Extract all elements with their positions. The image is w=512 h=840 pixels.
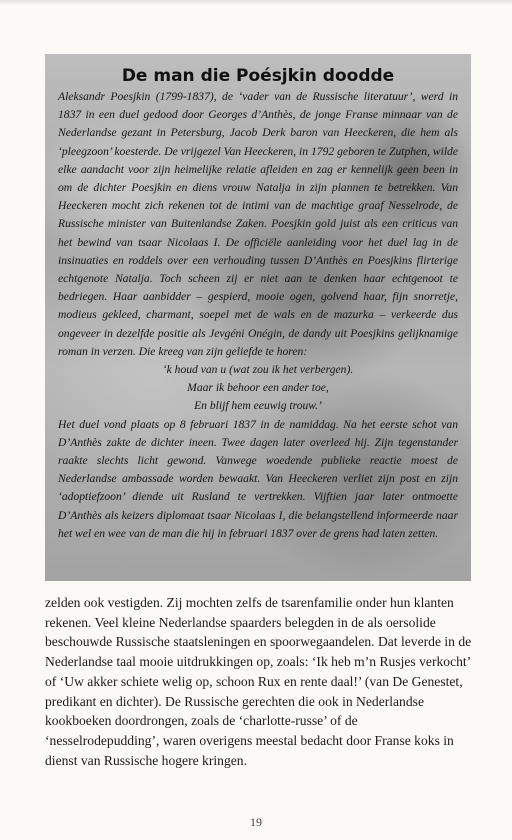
poem-line: ‘k houd van u (wat zou ik het verbergen). <box>162 363 354 377</box>
sidebar-title: De man die Poésjkin doodde <box>121 66 395 86</box>
poem-quote <box>58 361 458 416</box>
sidebar-text <box>58 88 458 361</box>
body-paragraph: zelden ook vestigden. Zij mochten zelfs de tsarenfamilie onder hun klanten rekenen. Veel kleine Nederlandse spaarders belegden in de als oersolide beschouwde Russische staatsleningen en spoorwegaandelen. Dat leverde in de Nederlandse taal mooie uitdrukkingen op, zoals: ‘Ik heb m’n Rusjes verkocht’ of ‘Uw akker schiete welig op, schoon Rux en rente daal!’ (van De Genestet, predikant en dichter). De Russische gerechten die ook in Nederlandse kookboeken doordrongen, zoals de ‘charlotte-russe’ of de ‘nesselrodepudding’, waren overigens meestal bedacht door Franse koks in dienst van Russische hogere kringen. <box>45 595 472 768</box>
sidebar-text-continued <box>58 416 458 543</box>
page-edge-shadow <box>0 0 512 6</box>
poem-line: En blijf hem eeuwig trouw.’ <box>194 399 322 413</box>
sidebar-paragraph: Het duel vond plaats op 8 februari 1837 in de namiddag. Na het eerste schot van D’Anthès zakte de dichter ineen. Twee dagen later overleed hij. Zijn tegenstander raakte slechts licht gewond. Vanwege woedende publieke reactie moest de Nederlandse ambassade worden bewaakt. Van Heeckeren verliet zijn post en zijn ‘adoptiefzoon’ diende uit Rusland te vertrekken. Vijftien jaar later ontmoette D’Anthès als keizers diplomaat tsaar Nicolaas I, die belangstellend informeerde naar het wel en wee van de man die hij in februari 1837 over de grens had laten zetten. <box>58 417 458 540</box>
sidebar-paragraph: Aleksandr Poesjkin (1799-1837), de ‘vader van de Russische literatuur’, werd in 1837 in een duel gedood door Georges d’Anthès, de jonge Franse minnaar van de Nederlandse gezant in Petersburg, Jacob Derk baron van Heeckeren, die hem als ‘pleegzoon’ koesterde. De vrijgezel Van Heeckeren, in 1792 geboren te Zutphen, wilde elke aandacht voor zijn heimelijke relatie afleiden en zag er kennelijk geen been in om de dichter Poesjkin en diens vrouw Natalja in zijn plannen te betrekken. Van Heeckeren mocht zich rekenen tot de intimi van de machtige graaf Nesselrode, de Russische minister van Buitenlandse Zaken. Poesjkin gold juist als een criticus van het bewind van tsaar Nicolaas I. De officiële aanleiding voor het duel lag in de insinuaties en roddels over een verhouding tussen D’Anthès en Poesjkins flirterige echtgenote Natalja. Toch scheen zij er niet aan te denken haar echtgenoot te bedriegen. Haar aanbidder – gespierd, mooie ogen, golvend haar, fijn snorretje, modieus gekleed, charmant, soepel met de wals en de mazurka – verkeerde dus ongeveer in dezelfde positie als Jevgéni Onégin, de dandy uit Poesjkins gelijknamige roman in verzen. Die kreeg van zijn geliefde te horen: <box>58 90 458 358</box>
main-body-text <box>45 593 472 770</box>
sidebar-box <box>45 54 471 581</box>
page-number: 19 <box>250 815 262 829</box>
poem-line: Maar ik behoor een ander toe, <box>187 381 329 395</box>
